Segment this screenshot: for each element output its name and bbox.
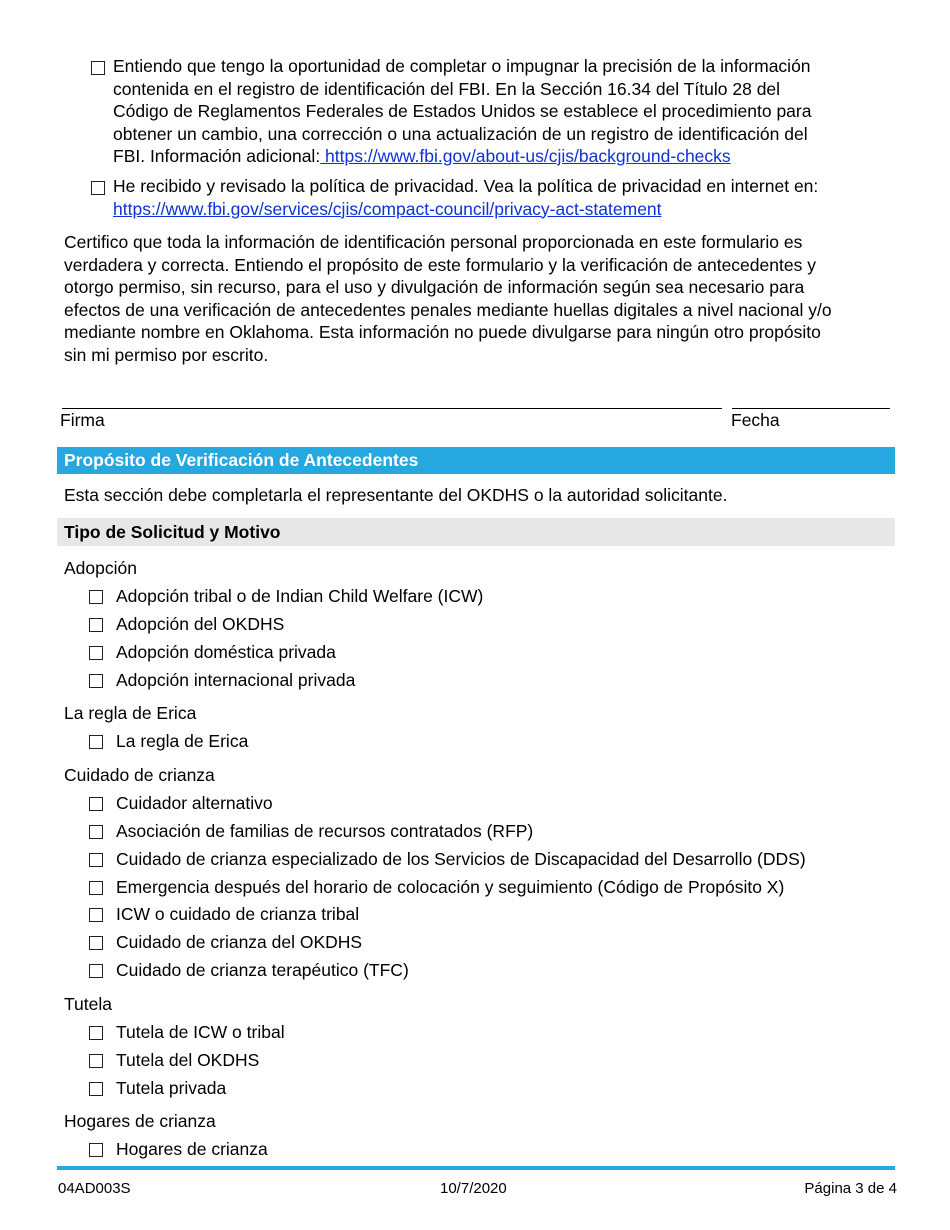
certification-line: verdadera y correcta. Entiendo el propósito de este formulario y la verificación de antecedentes y (64, 254, 816, 275)
group-label-crianza: Cuidado de crianza (64, 765, 215, 785)
ack-line: Entiendo que tengo la oportunidad de completar o impugnar la precisión de la información (113, 56, 811, 76)
group-label-tutela: Tutela (64, 994, 112, 1014)
privacy-statement-link[interactable]: https://www.fbi.gov/services/cjis/compact-council/privacy-act-statement (113, 198, 662, 219)
checkbox-adopcion-internacional[interactable] (89, 674, 103, 688)
option-label: Tutela privada (116, 1078, 227, 1098)
purpose-instruction: Esta sección debe completarla el representante del OKDHS o la autoridad solicitante. (64, 485, 728, 505)
ack-text-privacy (113, 175, 818, 220)
checkbox-tutela-okdhs[interactable] (89, 1054, 103, 1068)
option-label: Adopción internacional privada (116, 670, 356, 690)
option-label: Tutela del OKDHS (116, 1050, 260, 1070)
option-label: Emergencia después del horario de colocación y seguimiento (Código de Propósito X) (116, 877, 785, 897)
checkbox-emergencia[interactable] (89, 881, 103, 895)
ack-checkbox-privacy[interactable] (91, 181, 105, 195)
ack-line: He recibido y revisado la política de privacidad. Vea la política de privacidad en internet en: (113, 176, 819, 196)
ack-line: obtener un cambio, una corrección o una actualización de un registro de identificación del (113, 123, 808, 144)
checkbox-tfc[interactable] (89, 964, 103, 978)
checkbox-adopcion-okdhs[interactable] (89, 618, 103, 632)
option-label: Adopción tribal o de Indian Child Welfare (ICW) (116, 586, 484, 606)
date-label: Fecha (731, 410, 780, 430)
checkbox-tutela-privada[interactable] (89, 1082, 103, 1096)
group-label-adopcion: Adopción (64, 558, 137, 578)
option-label: Adopción doméstica privada (116, 642, 336, 662)
checkbox-dds[interactable] (89, 853, 103, 867)
background-checks-link[interactable]: https://www.fbi.gov/about-us/cjis/background-checks (320, 146, 731, 166)
group-label-hogares: Hogares de crianza (64, 1111, 216, 1131)
footer-date: 10/7/2020 (440, 1180, 507, 1197)
checkbox-tutela-icw[interactable] (89, 1026, 103, 1040)
ack-line: FBI. Información adicional: (113, 146, 321, 166)
certification-line: Certifico que toda la información de identificación personal proporcionada en este formulario es (64, 232, 803, 252)
checkbox-adopcion-tribal[interactable] (89, 590, 103, 604)
ack-text-records (113, 55, 811, 168)
signature-label: Firma (60, 410, 105, 430)
checkbox-regla-erica[interactable] (89, 735, 103, 749)
group-label-erica: La regla de Erica (64, 703, 197, 723)
checkbox-icw-crianza[interactable] (89, 908, 103, 922)
option-label: La regla de Erica (116, 731, 249, 751)
option-label: Cuidador alternativo (116, 793, 273, 813)
option-label: Cuidado de crianza especializado de los Servicios de Discapacidad del Desarrollo (DDS) (116, 849, 806, 869)
ack-line: Código de Reglamentos Federales de Estados Unidos se establece el procedimiento para (113, 101, 812, 121)
option-label: Adopción del OKDHS (116, 614, 285, 634)
ack-checkbox-records[interactable] (91, 61, 105, 75)
checkbox-adopcion-domestica[interactable] (89, 646, 103, 660)
checkbox-hogares-crianza[interactable] (89, 1143, 103, 1157)
option-label: Hogares de crianza (116, 1139, 268, 1159)
certification-line: sin mi permiso por escrito. (64, 344, 269, 365)
certification-line: efectos de una verificación de antecedentes penales mediante huellas digitales a nivel nacional y/o (64, 299, 832, 320)
option-label: Asociación de familias de recursos contratados (RFP) (116, 821, 534, 841)
certification-line: mediante nombre en Oklahoma. Esta información no puede divulgarse para ningún otro propósito (64, 322, 821, 342)
signature-line[interactable] (62, 408, 722, 409)
option-label: Tutela de ICW o tribal (116, 1022, 285, 1042)
option-label: Cuidado de crianza del OKDHS (116, 932, 363, 952)
ack-line: contenida en el registro de identificación del FBI. En la Sección 16.34 del Título 28 del (113, 78, 781, 99)
footer-rule (57, 1166, 895, 1170)
footer-page-number: Página 3 de 4 (804, 1180, 897, 1197)
checkbox-crianza-okdhs[interactable] (89, 936, 103, 950)
option-label: Cuidado de crianza terapéutico (TFC) (116, 960, 409, 980)
purpose-section-title: Propósito de Verificación de Antecedentes (64, 450, 419, 470)
certification-line: otorgo permiso, sin recurso, para el uso y divulgación de información según sea necesario para (64, 277, 805, 297)
checkbox-cuidador-alternativo[interactable] (89, 797, 103, 811)
footer-form-id: 04AD003S (58, 1180, 131, 1197)
checkbox-rfp[interactable] (89, 825, 103, 839)
certification-paragraph (64, 231, 832, 366)
request-type-title: Tipo de Solicitud y Motivo (64, 522, 281, 542)
option-label: ICW o cuidado de crianza tribal (116, 904, 360, 924)
